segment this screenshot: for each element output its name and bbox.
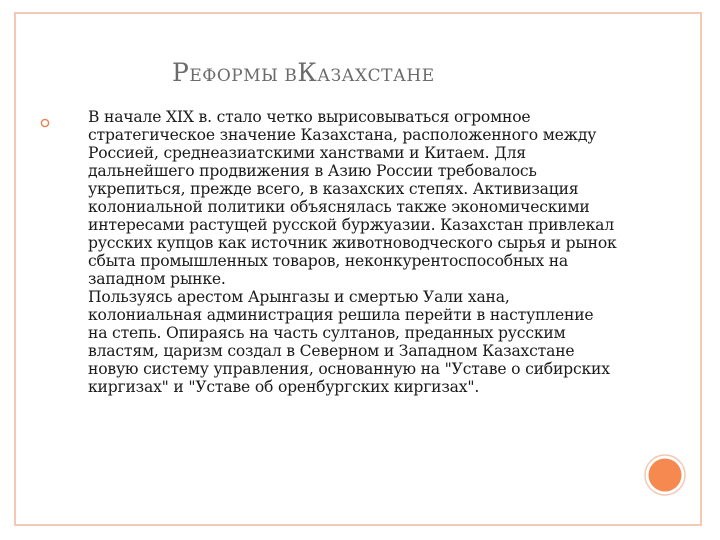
slide-title — [172, 58, 435, 87]
paragraph-line: В начале XIX в. стало четко вырисовываться огромное — [88, 108, 531, 126]
paragraph-line: колониальная администрация решила перейти в наступление — [88, 306, 594, 324]
paragraph-line: Пользуясь арестом Арынгазы и смертью Уали хана, — [88, 288, 510, 306]
title-word1-rest: ЕФОРМЫ — [189, 66, 279, 86]
paragraph-line: новую систему управления, основанную на "Уставе о сибирских — [88, 360, 610, 378]
title-word2: В — [284, 66, 298, 86]
paragraph-line: властям, царизм создал в Северном и Западном Казахстане — [88, 342, 575, 360]
title-word3-rest: АЗАХСТАНЕ — [317, 66, 435, 86]
paragraph-line: стратегическое значение Казахстана, расположенного между — [88, 126, 597, 144]
paragraph-line: Россией, среднеазиатскими ханствами и Китаем. Для — [88, 144, 526, 162]
paragraph-line: интересами растущей русской буржуазии. Казахстан привлекал — [88, 216, 614, 234]
paragraph-line: дальнейшего продвижения в Азию России требовалось — [88, 162, 537, 180]
paragraph-line: сбыта промышленных товаров, неконкурентоспособных на — [88, 252, 569, 270]
paragraph-line: западном рынке. — [88, 270, 226, 288]
paragraph-line: на степь. Опираясь на часть султанов, преданных русским — [88, 324, 566, 342]
paragraph-line: колониальной политики объяснялась также экономическими — [88, 198, 590, 216]
title-word3-initial: К — [297, 58, 318, 87]
paragraph-line: русских купцов как источник животноводческого сырья и рынок — [88, 234, 617, 252]
decorative-orange-circle-icon — [644, 454, 686, 496]
title-word1-initial: Р — [172, 58, 190, 87]
body-paragraph — [88, 108, 696, 396]
hollow-circle-bullet-icon — [40, 118, 50, 128]
paragraph-line: укрепиться, прежде всего, в казахских степях. Активизация — [88, 180, 579, 198]
paragraph-line: киргизах" и "Уставе об оренбургских киргизах". — [88, 378, 480, 396]
